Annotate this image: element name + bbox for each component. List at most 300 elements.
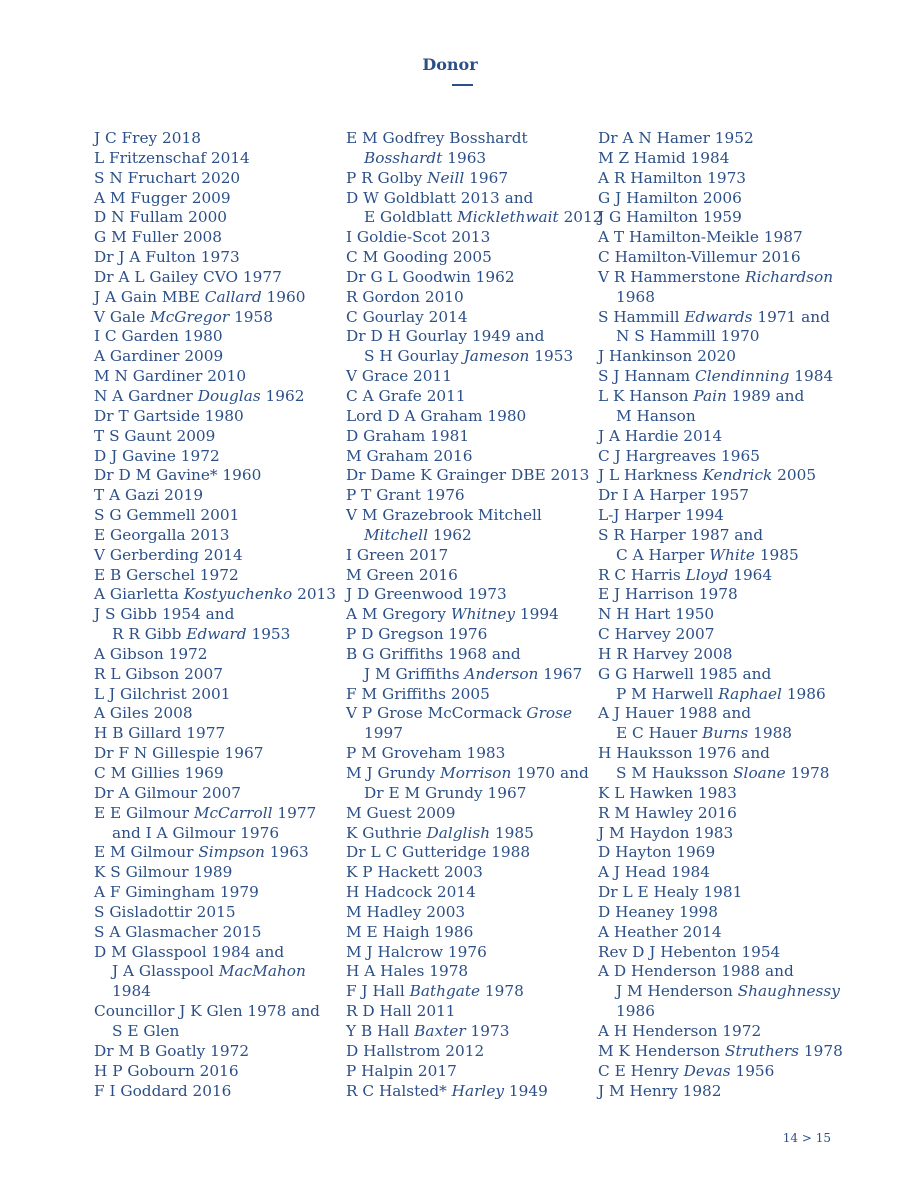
donor-text: 1994 bbox=[515, 605, 559, 624]
donor-entry bbox=[598, 208, 843, 228]
donor-entry bbox=[94, 149, 336, 169]
donor-text: 1962 bbox=[427, 525, 472, 544]
donor-maiden-name: Richardson bbox=[745, 267, 834, 286]
title-rule bbox=[452, 84, 473, 86]
donor-text: A Giarletta bbox=[94, 585, 184, 604]
donor-entry bbox=[598, 228, 843, 248]
donor-text: H Hauksson 1976 and bbox=[598, 744, 770, 763]
donor-entry bbox=[346, 169, 603, 189]
donor-entry bbox=[94, 486, 336, 506]
donor-entry bbox=[598, 486, 843, 506]
donor-text: Councillor J K Glen 1978 and bbox=[94, 1002, 320, 1021]
donor-text: E E Gilmour bbox=[94, 803, 194, 822]
donor-maiden-name: White bbox=[709, 545, 755, 564]
donor-entry bbox=[598, 268, 843, 288]
donor-entry bbox=[346, 268, 603, 288]
donor-text: C A Grafe 2011 bbox=[346, 386, 466, 405]
donor-entry bbox=[346, 744, 603, 764]
donor-maiden-name: Morrison bbox=[440, 764, 512, 782]
donor-entry bbox=[346, 447, 603, 467]
donor-entry bbox=[346, 943, 603, 963]
donor-text: Lord D A Graham 1980 bbox=[346, 406, 527, 425]
donor-entry bbox=[94, 526, 336, 546]
donor-text: G M Fuller 2008 bbox=[94, 228, 223, 247]
donor-entry-continuation bbox=[94, 1022, 336, 1042]
donor-entry bbox=[94, 327, 336, 347]
donor-text: A T Hamilton-Meikle 1987 bbox=[598, 228, 803, 247]
donor-text: 1978 bbox=[785, 764, 830, 782]
donor-text: R R Gibb bbox=[112, 625, 187, 644]
donor-entry bbox=[598, 923, 843, 943]
donor-text: I Green 2017 bbox=[346, 545, 449, 564]
donor-text: D Heaney 1998 bbox=[598, 902, 718, 921]
donor-entry bbox=[94, 863, 336, 883]
donor-text: Rev D J Hebenton 1954 bbox=[598, 942, 781, 961]
donor-text: 1960 bbox=[261, 287, 306, 306]
donor-entry bbox=[598, 447, 843, 467]
donor-text: Dr M B Goatly 1972 bbox=[94, 1041, 250, 1060]
donor-text: 1970 and bbox=[511, 764, 589, 782]
donor-entry bbox=[94, 665, 336, 685]
donor-text: J M Henry 1982 bbox=[598, 1081, 722, 1100]
donor-entry bbox=[598, 526, 843, 546]
donor-entry bbox=[598, 784, 843, 804]
donor-text: 2012 bbox=[558, 208, 603, 227]
donor-text: A R Hamilton 1973 bbox=[598, 168, 747, 187]
donor-text: Dr Dame K Grainger DBE 2013 bbox=[346, 466, 590, 485]
donor-text: Dr A Gilmour 2007 bbox=[94, 783, 242, 802]
donor-entry bbox=[94, 566, 336, 586]
donor-text: 1985 bbox=[490, 823, 534, 842]
donor-text: V Grace 2011 bbox=[346, 367, 452, 386]
donor-text: A D Henderson 1988 and bbox=[598, 962, 794, 981]
donor-text: K S Gilmour 1989 bbox=[94, 863, 233, 882]
donor-text: E M Gilmour bbox=[94, 843, 199, 862]
donor-text: F M Griffiths 2005 bbox=[346, 684, 490, 703]
donor-text: 1989 and bbox=[726, 386, 805, 405]
donor-text: S N Fruchart 2020 bbox=[94, 168, 241, 187]
donor-entry bbox=[346, 962, 603, 982]
donor-entry bbox=[346, 923, 603, 943]
donor-entry bbox=[94, 923, 336, 943]
donor-text: J D Greenwood 1973 bbox=[346, 585, 507, 604]
donor-text: M J Halcrow 1976 bbox=[346, 942, 487, 961]
donor-text: 2005 bbox=[772, 466, 817, 485]
donor-text: V R Hammerstone bbox=[598, 267, 746, 286]
donor-entry bbox=[94, 784, 336, 804]
donor-text: A M Fugger 2009 bbox=[94, 188, 231, 207]
donor-text: F J Hall bbox=[346, 982, 410, 1001]
donor-text: J Hankinson 2020 bbox=[598, 347, 737, 366]
donor-entry bbox=[598, 1022, 843, 1042]
donor-text: G G Harwell 1985 and bbox=[598, 664, 772, 683]
donor-entry bbox=[94, 704, 336, 724]
donor-text: S H Gourlay bbox=[364, 347, 464, 366]
donor-entry bbox=[94, 744, 336, 764]
donor-text: D N Fullam 2000 bbox=[94, 208, 228, 227]
donor-maiden-name: McCarroll bbox=[193, 803, 273, 822]
donor-entry bbox=[94, 367, 336, 387]
donor-maiden-name: Baxter bbox=[414, 1021, 466, 1040]
donor-entry bbox=[598, 566, 843, 586]
donor-entry bbox=[598, 248, 843, 268]
donor-text: M N Gardiner 2010 bbox=[94, 367, 247, 386]
donor-text: N H Hart 1950 bbox=[598, 605, 715, 624]
donor-entry bbox=[346, 645, 603, 665]
donor-entry bbox=[598, 189, 843, 209]
donor-entry bbox=[598, 903, 843, 923]
donor-entry bbox=[346, 605, 603, 625]
donor-entry bbox=[346, 466, 603, 486]
donor-entry bbox=[346, 1002, 603, 1022]
donor-entry-continuation bbox=[94, 625, 336, 645]
donor-text: Dr E M Grundy 1967 bbox=[364, 783, 527, 802]
donor-entry-continuation bbox=[598, 982, 843, 1002]
donor-entry-continuation bbox=[94, 962, 336, 982]
donor-column-3 bbox=[598, 129, 843, 1101]
donor-entry bbox=[346, 308, 603, 328]
donor-entry bbox=[94, 447, 336, 467]
donor-text: S E Glen bbox=[112, 1021, 180, 1040]
donor-text: D Hallstrom 2012 bbox=[346, 1041, 485, 1060]
donor-entry-continuation bbox=[346, 208, 603, 228]
donor-text: Dr A L Gailey CVO 1977 bbox=[94, 267, 282, 286]
donor-entry bbox=[598, 843, 843, 863]
donor-text: Dr D H Gourlay 1949 and bbox=[346, 327, 545, 346]
donor-entry bbox=[94, 248, 336, 268]
donor-maiden-name: Grose bbox=[526, 704, 573, 723]
donor-text: L-J Harper 1994 bbox=[598, 506, 725, 525]
donor-entry bbox=[94, 1002, 336, 1022]
donor-text: M Guest 2009 bbox=[346, 803, 456, 822]
donor-text: Dr T Gartside 1980 bbox=[94, 406, 244, 425]
donor-text: D Graham 1981 bbox=[346, 426, 470, 445]
donor-entry bbox=[598, 863, 843, 883]
donor-entry-continuation bbox=[94, 824, 336, 844]
donor-text: J S Gibb 1954 and bbox=[94, 605, 235, 624]
donor-entry bbox=[598, 506, 843, 526]
donor-text: I Goldie-Scot 2013 bbox=[346, 228, 491, 247]
donor-maiden-name: Bosshardt bbox=[364, 148, 443, 167]
donor-text: E J Harrison 1978 bbox=[598, 585, 738, 604]
donor-text: J M Henderson bbox=[616, 982, 738, 1001]
donor-text: H Hadcock 2014 bbox=[346, 883, 476, 902]
donor-text: T A Gazi 2019 bbox=[94, 486, 204, 505]
donor-text: C Harvey 2007 bbox=[598, 625, 715, 644]
donor-text: A Heather 2014 bbox=[598, 922, 722, 941]
donor-text: F I Goddard 2016 bbox=[94, 1081, 232, 1100]
donor-text: K P Hackett 2003 bbox=[346, 863, 483, 882]
donor-entry-continuation bbox=[598, 685, 843, 705]
donor-text: C Hamilton-Villemur 2016 bbox=[598, 248, 801, 267]
donor-text: R M Hawley 2016 bbox=[598, 803, 737, 822]
donor-entry bbox=[346, 367, 603, 387]
donor-entry-continuation bbox=[346, 526, 603, 546]
donor-text: V Gale bbox=[94, 307, 151, 326]
donor-column-1 bbox=[94, 129, 336, 1101]
donor-entry bbox=[94, 1082, 336, 1102]
donor-text: C M Gooding 2005 bbox=[346, 248, 492, 267]
donor-text: A Giles 2008 bbox=[94, 704, 193, 723]
donor-maiden-name: Lloyd bbox=[685, 565, 729, 584]
donor-entry bbox=[346, 585, 603, 605]
donor-text: 1986 bbox=[616, 1002, 655, 1021]
donor-text: S Gisladottir 2015 bbox=[94, 902, 236, 921]
donor-entry bbox=[94, 883, 336, 903]
donor-text: K L Hawken 1983 bbox=[598, 783, 737, 802]
donor-entry bbox=[598, 824, 843, 844]
donor-maiden-name: Struthers bbox=[725, 1041, 800, 1060]
donor-entry bbox=[346, 982, 603, 1002]
donor-entry bbox=[346, 427, 603, 447]
donor-text: P T Grant 1976 bbox=[346, 486, 465, 505]
donor-entry bbox=[346, 189, 603, 209]
donor-text: L K Hanson bbox=[598, 386, 694, 405]
donor-maiden-name: Simpson bbox=[198, 843, 265, 862]
donor-text: 1985 bbox=[754, 545, 799, 564]
donor-entry bbox=[94, 685, 336, 705]
donor-text: M Hanson bbox=[616, 406, 696, 425]
donor-entry bbox=[346, 566, 603, 586]
donor-maiden-name: Neill bbox=[427, 168, 465, 187]
donor-text: S G Gemmell 2001 bbox=[94, 506, 240, 525]
donor-entry-continuation bbox=[346, 665, 603, 685]
donor-text: 1997 bbox=[364, 724, 403, 743]
donor-text: J A Hardie 2014 bbox=[598, 426, 723, 445]
donor-text: T S Gaunt 2009 bbox=[94, 426, 216, 445]
donor-text: D W Goldblatt 2013 and bbox=[346, 188, 534, 207]
donor-text: G J Hamilton 2006 bbox=[598, 188, 742, 207]
donor-text: A M Gregory bbox=[346, 605, 451, 624]
donor-maiden-name: Raphael bbox=[718, 684, 782, 703]
donor-entry bbox=[94, 208, 336, 228]
donor-entry bbox=[94, 903, 336, 923]
donor-entry bbox=[598, 347, 843, 367]
donor-maiden-name: Edward bbox=[186, 625, 247, 644]
donor-text: C M Gillies 1969 bbox=[94, 764, 224, 782]
donor-text: 1978 bbox=[799, 1041, 843, 1060]
donor-text: P M Harwell bbox=[616, 684, 719, 703]
page-number: 14 > 15 bbox=[782, 1131, 831, 1145]
donor-text: J L Harkness bbox=[598, 466, 703, 485]
donor-entry bbox=[94, 466, 336, 486]
donor-maiden-name: Douglas bbox=[197, 386, 261, 405]
donor-entry bbox=[598, 1062, 843, 1082]
donor-text: C A Harper bbox=[616, 545, 710, 564]
donor-text: A J Head 1984 bbox=[598, 863, 711, 882]
donor-text: 1967 bbox=[538, 664, 583, 683]
donor-entry bbox=[94, 943, 336, 963]
donor-text: A F Gimingham 1979 bbox=[94, 883, 259, 902]
donor-text: A Gibson 1972 bbox=[94, 644, 208, 663]
donor-entry bbox=[94, 605, 336, 625]
donor-text: H A Hales 1978 bbox=[346, 962, 469, 981]
donor-text: 1984 bbox=[112, 982, 151, 1001]
donor-entry bbox=[94, 1062, 336, 1082]
donor-entry bbox=[346, 228, 603, 248]
donor-entry bbox=[346, 903, 603, 923]
donor-text: V M Grazebrook Mitchell bbox=[346, 506, 542, 525]
donor-entry bbox=[598, 1042, 843, 1062]
donor-text: 1967 bbox=[464, 168, 509, 187]
donor-text: C J Hargreaves 1965 bbox=[598, 446, 760, 465]
donor-entry bbox=[346, 1042, 603, 1062]
donor-entry bbox=[598, 169, 843, 189]
donor-entry bbox=[94, 387, 336, 407]
donor-text: E B Gerschel 1972 bbox=[94, 565, 239, 584]
donor-text: L J Gilchrist 2001 bbox=[94, 684, 231, 703]
donor-entry bbox=[346, 327, 603, 347]
donor-entry-continuation bbox=[94, 982, 336, 1002]
donor-text: M Z Hamid 1984 bbox=[598, 148, 730, 167]
donor-text: 1971 and bbox=[752, 307, 830, 326]
donor-text: P Halpin 2017 bbox=[346, 1061, 457, 1080]
donor-entry bbox=[94, 129, 336, 149]
donor-entry bbox=[598, 308, 843, 328]
donor-entry bbox=[94, 843, 336, 863]
donor-text: Dr L C Gutteridge 1988 bbox=[346, 843, 531, 862]
donor-entry-continuation bbox=[346, 784, 603, 804]
donor-text: A H Henderson 1972 bbox=[598, 1021, 762, 1040]
donor-text: P M Groveham 1983 bbox=[346, 744, 506, 763]
donor-entry bbox=[94, 169, 336, 189]
donor-text: S M Hauksson bbox=[616, 764, 734, 782]
donor-entry bbox=[346, 248, 603, 268]
donor-entry bbox=[94, 764, 336, 784]
donor-entry bbox=[94, 804, 336, 824]
donor-entry-continuation bbox=[346, 724, 603, 744]
donor-text: H B Gillard 1977 bbox=[94, 724, 226, 743]
donor-text: 1956 bbox=[730, 1061, 775, 1080]
donor-text: Dr L E Healy 1981 bbox=[598, 883, 743, 902]
donor-entry-continuation bbox=[598, 288, 843, 308]
donor-entry bbox=[94, 189, 336, 209]
donor-entry bbox=[94, 308, 336, 328]
donor-text: R D Hall 2011 bbox=[346, 1002, 456, 1021]
donor-maiden-name: Kostyuchenko bbox=[183, 585, 293, 604]
donor-text: J G Hamilton 1959 bbox=[598, 208, 742, 227]
donor-entry bbox=[598, 466, 843, 486]
donor-text: 1964 bbox=[728, 565, 773, 584]
donor-entry bbox=[598, 149, 843, 169]
donor-entry bbox=[598, 1082, 843, 1102]
donor-text: D J Gavine 1972 bbox=[94, 446, 220, 465]
donor-text: and I A Gilmour 1976 bbox=[112, 823, 280, 842]
donor-entry-continuation bbox=[598, 546, 843, 566]
donor-text: 1963 bbox=[442, 148, 487, 167]
donor-maiden-name: Shaughnessy bbox=[737, 982, 840, 1001]
donor-entry bbox=[346, 546, 603, 566]
donor-entry bbox=[94, 228, 336, 248]
donor-text: P D Gregson 1976 bbox=[346, 625, 488, 644]
donor-entry-continuation bbox=[598, 724, 843, 744]
donor-entry-continuation bbox=[346, 347, 603, 367]
donor-maiden-name: Jameson bbox=[463, 347, 530, 366]
donor-text: E C Hauer bbox=[616, 724, 703, 743]
donor-entry bbox=[598, 704, 843, 724]
donor-entry bbox=[346, 883, 603, 903]
donor-text: 1986 bbox=[781, 684, 826, 703]
donor-entry bbox=[94, 585, 336, 605]
donor-maiden-name: Clendinning bbox=[695, 367, 790, 386]
donor-maiden-name: Mitchell bbox=[364, 525, 428, 544]
donor-maiden-name: Micklethwait bbox=[457, 208, 559, 227]
donor-text: M Green 2016 bbox=[346, 565, 458, 584]
donor-text: M Graham 2016 bbox=[346, 446, 473, 465]
donor-maiden-name: Harley bbox=[451, 1081, 505, 1100]
donor-entry bbox=[94, 645, 336, 665]
donor-text: C E Henry bbox=[598, 1061, 684, 1080]
donor-entry bbox=[346, 685, 603, 705]
donor-entry bbox=[94, 1042, 336, 1062]
donor-text: R L Gibson 2007 bbox=[94, 664, 224, 683]
donor-text: N A Gardner bbox=[94, 386, 198, 405]
donor-text: Dr J A Fulton 1973 bbox=[94, 248, 240, 267]
donor-text: S Hammill bbox=[598, 307, 685, 326]
donor-text: Dr F N Gillespie 1967 bbox=[94, 744, 264, 763]
donor-text: E M Godfrey Bosshardt bbox=[346, 129, 528, 147]
donor-text: S J Hannam bbox=[598, 367, 695, 386]
donor-maiden-name: Pain bbox=[693, 386, 727, 405]
donor-maiden-name: Devas bbox=[683, 1061, 731, 1080]
donor-text: J A Gain MBE bbox=[94, 287, 205, 306]
donor-text: Dr A N Hamer 1952 bbox=[598, 129, 754, 147]
donor-text: Dr D M Gavine* 1960 bbox=[94, 466, 262, 485]
donor-text: B G Griffiths 1968 and bbox=[346, 644, 521, 663]
donor-maiden-name: Edwards bbox=[684, 307, 753, 326]
donor-entry bbox=[346, 407, 603, 427]
donor-entry bbox=[598, 962, 843, 982]
donor-text: 1953 bbox=[529, 347, 574, 366]
donor-text: R C Halsted* bbox=[346, 1081, 452, 1100]
donor-entry bbox=[346, 863, 603, 883]
donor-text: L Fritzenschaf 2014 bbox=[94, 148, 250, 167]
donor-entry bbox=[346, 1062, 603, 1082]
donor-entry bbox=[94, 546, 336, 566]
donor-maiden-name: Dalglish bbox=[426, 823, 491, 842]
donor-entry bbox=[598, 605, 843, 625]
donor-entry bbox=[346, 843, 603, 863]
donor-maiden-name: Bathgate bbox=[409, 982, 481, 1001]
donor-text: S R Harper 1987 and bbox=[598, 525, 764, 544]
donor-entry bbox=[94, 724, 336, 744]
donor-text: 2013 bbox=[292, 585, 337, 604]
donor-text: V Gerberding 2014 bbox=[94, 545, 243, 564]
donor-entry bbox=[94, 288, 336, 308]
donor-text: D M Glasspool 1984 and bbox=[94, 942, 285, 961]
donor-maiden-name: Burns bbox=[702, 724, 749, 743]
donor-maiden-name: McGregor bbox=[150, 307, 230, 326]
donor-entry bbox=[598, 129, 843, 149]
donor-maiden-name: Anderson bbox=[464, 664, 539, 683]
donor-entry bbox=[346, 764, 603, 784]
donor-entry bbox=[598, 427, 843, 447]
donor-text: D Hayton 1969 bbox=[598, 843, 716, 862]
donor-text: 1953 bbox=[246, 625, 291, 644]
donor-maiden-name: MacMahon bbox=[218, 962, 306, 981]
donor-text: E Goldblatt bbox=[364, 208, 458, 227]
donor-entry bbox=[346, 824, 603, 844]
donor-text: E Georgalla 2013 bbox=[94, 525, 230, 544]
donor-entry bbox=[346, 704, 603, 724]
donor-text: Dr G L Goodwin 1962 bbox=[346, 267, 515, 286]
donor-entry bbox=[346, 1082, 603, 1102]
donor-entry bbox=[94, 407, 336, 427]
donor-text: 1968 bbox=[616, 287, 655, 306]
donor-entry bbox=[598, 645, 843, 665]
donor-entry-continuation bbox=[598, 764, 843, 784]
donor-entry bbox=[598, 744, 843, 764]
